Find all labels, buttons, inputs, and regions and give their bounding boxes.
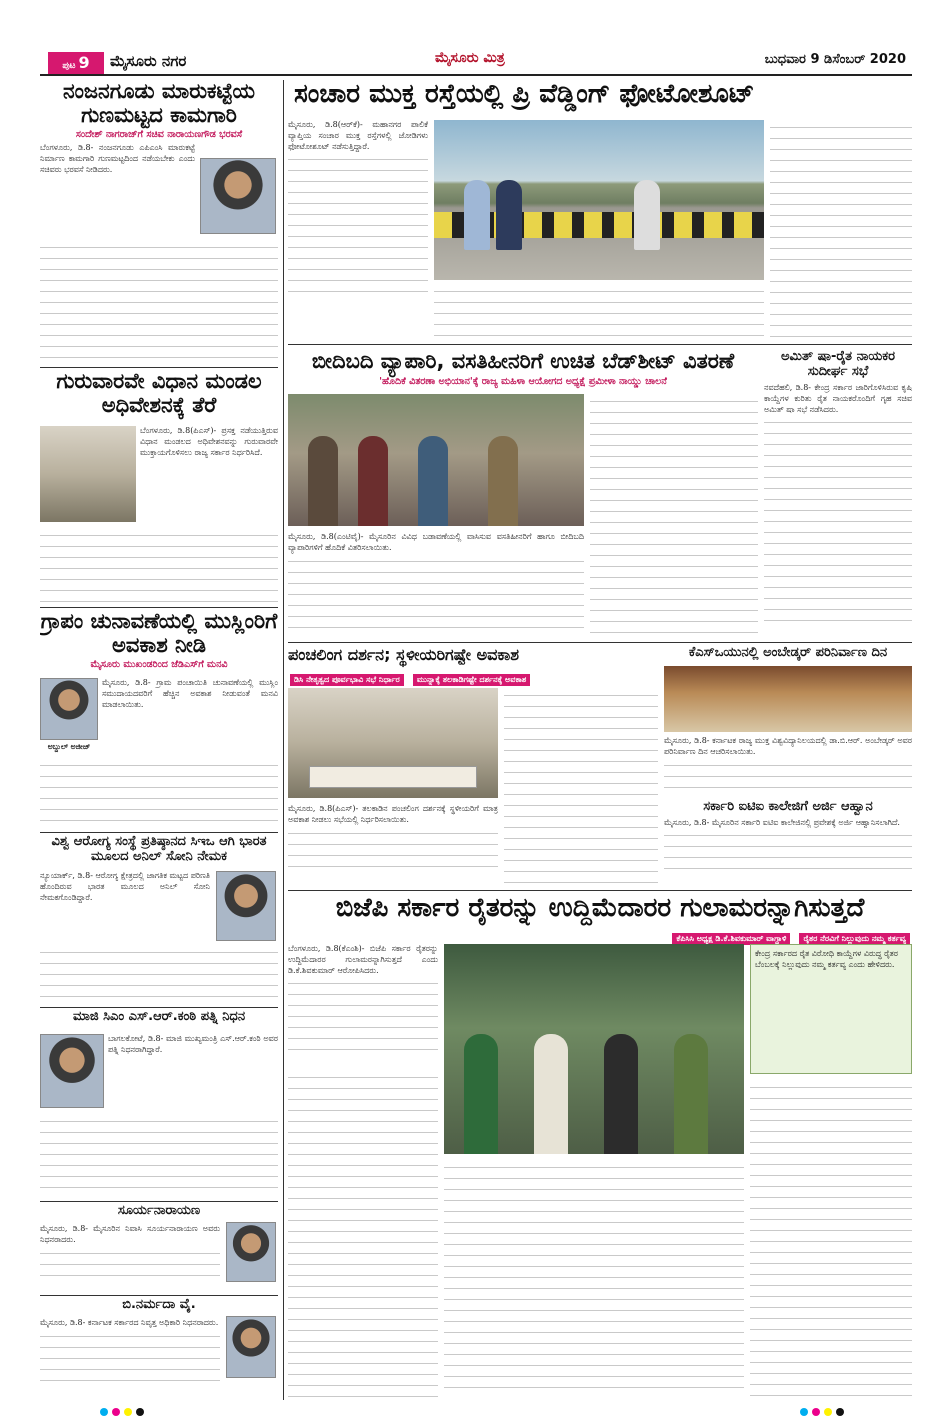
article-lead: ನವದೆಹಲಿ, ಡಿ.8- ಕೇಂದ್ರ ಸರ್ಕಾರ ಜಾರಿಗೊಳಿಸಿರುವ ಕೃಷಿ ಕಾಯ್ದೆಗಳ ಕುರಿತು ರೈತ ನಾಯಕರೊಂದಿಗೆ ಗೃಹ ಸಚಿವ ಅಮಿತ್ ಷಾ ಸಭೆ ನಡೆಸಿದರು.	[764, 383, 912, 414]
page-number: 9	[78, 53, 90, 72]
portrait-photo	[226, 1316, 276, 1378]
article-bedsheet	[288, 350, 758, 640]
article-obit-1	[40, 1204, 278, 1294]
article-text-block	[434, 284, 764, 340]
print-registration-marks	[0, 1408, 945, 1418]
page-number-badge	[48, 52, 104, 74]
person-figure	[308, 436, 338, 526]
section-divider	[40, 367, 278, 368]
cyan-mark	[100, 1408, 108, 1416]
person-figure	[534, 1034, 568, 1154]
article-body	[288, 532, 584, 638]
section-divider	[288, 890, 912, 891]
article-lead: ಬೆಂಗಳೂರು, ಡಿ.8- ನಂಜನಗೂಡು ಎಪಿಎಂಸಿ ಮಾರುಕಟ್ಟೆ ನಿರ್ಮಾಣ ಕಾಮಗಾರಿ ಗುಣಮಟ್ಟದಿಂದ ನಡೆಯಬೇಕು ಎಂದು ಸಚಿವರು ಭರವಸೆ ನೀಡಿದರು.	[40, 143, 195, 174]
article-text-block	[504, 688, 658, 884]
article-headline: ಸಂಚಾರ ಮುಕ್ತ ರಸ್ತೆಯಲ್ಲಿ ಪ್ರಿ ವೆಡ್ಡಿಂಗ್ ಫೋಟೋಶೂಟ್	[294, 80, 755, 109]
article-iti	[664, 800, 912, 888]
article-obit-cm	[40, 1010, 278, 1200]
article-headline: ಅಮಿತ್ ಷಾ-ರೈತ ನಾಯಕರ ಸುದೀರ್ಘ ಸಭೆ	[780, 350, 896, 379]
pull-quote: ಕೇಂದ್ರ ಸರ್ಕಾರದ ರೈತ ವಿರೋಧಿ ಕಾಯ್ದೆಗಳ ವಿರುದ್ಧ ರೈತರ ಬೆಂಬಲಕ್ಕೆ ನಿಲ್ಲುವುದು ನಮ್ಮ ಕರ್ತವ್ಯ ಎಂದು ಹೇಳಿದರು.	[750, 944, 912, 1074]
magenta-mark	[112, 1408, 120, 1416]
article-session	[40, 370, 278, 605]
meeting-photo	[288, 688, 498, 798]
section-divider	[40, 607, 278, 608]
section-divider	[40, 1007, 278, 1008]
article-body	[108, 1034, 278, 1056]
section-divider	[288, 344, 912, 345]
article-headline: ಗುರುವಾರವೇ ವಿಧಾನ ಮಂಡಲ ಅಧಿವೇಶನಕ್ಕೆ ತೆರೆ	[56, 370, 262, 417]
article-text-block	[590, 394, 758, 638]
article-panchalinga	[288, 646, 658, 886]
article-headline: ಪಂಚಲಿಂಗ ದರ್ಶನ; ಸ್ಥಳೀಯರಿಗಷ್ಟೇ ಅವಕಾಶ	[288, 646, 519, 664]
article-text-block	[750, 1080, 912, 1398]
article-headline: ಬಿ.ನರ್ಮದಾ ವೈ.	[122, 1298, 196, 1312]
article-lead: ಮೈಸೂರು, ಡಿ.8- ಮೈಸೂರಿನ ನಿವಾಸಿ ಸೂರ್ಯನಾರಾಯಣ ಅವರು ನಿಧನರಾದರು.	[40, 1224, 220, 1244]
person-figure	[464, 180, 490, 250]
page-header	[40, 50, 912, 76]
section-divider	[40, 1201, 278, 1202]
article-headline: ಗ್ರಾಪಂ ಚುನಾವಣೆಯಲ್ಲಿ ಮುಸ್ಲಿಂರಿಗೆ ಅವಕಾಶ ನೀಡಿ	[40, 610, 278, 657]
article-obit-2	[40, 1298, 278, 1400]
article-text-block	[40, 758, 278, 828]
article-headline: ಮಾಜಿ ಸಿಎಂ ಎಸ್.ಆರ್.ಕಂಠಿ ಪತ್ನಿ ನಿಧನ	[72, 1010, 246, 1024]
section-divider	[288, 642, 912, 643]
meeting-table	[309, 766, 477, 788]
person-figure	[674, 1034, 708, 1154]
portrait-photo	[216, 871, 276, 941]
article-tags	[288, 926, 912, 945]
article-lead: ಮೈಸೂರು, ಡಿ.8- ಗ್ರಾಮ ಪಂಚಾಯಿತಿ ಚುನಾವಣೆಯಲ್ಲಿ ಮುಸ್ಲಿಂ ಸಮುದಾಯದವರಿಗೆ ಹೆಚ್ಚಿನ ಅವಕಾಶ ನೀಡುವಂತೆ ಮನವಿ ಮಾಡಲಾಯಿತು.	[102, 678, 278, 709]
person-figure	[464, 1034, 498, 1154]
article-body	[288, 804, 498, 884]
tag-label: ರೈತರ ನೆರವಿಗೆ ನಿಲ್ಲುವುದು ನಮ್ಮ ಕರ್ತವ್ಯ	[799, 933, 910, 945]
article-body	[40, 1318, 220, 1398]
portrait-photo	[200, 158, 276, 234]
article-lead: ಮೈಸೂರು, ಡಿ.8(ಪಿಎಸ್)- ತಲಕಾಡಿನ ಪಂಚಲಿಂಗ ದರ್ಶನಕ್ಕೆ ಸ್ಥಳೀಯರಿಗೆ ಮಾತ್ರ ಅವಕಾಶ ನೀಡಲು ಸಭೆಯಲ್ಲಿ ನಿರ್ಧರಿಸಲಾಯಿತು.	[288, 804, 498, 824]
article-body	[664, 736, 912, 794]
portrait-photo	[40, 1034, 104, 1108]
article-who	[40, 835, 278, 1005]
article-lead: ಮೈಸೂರು, ಡಿ.8- ಕರ್ನಾಟಕ ಸರ್ಕಾರದ ನಿವೃತ್ತ ಅಧಿಕಾರಿ ನಿಧನರಾದರು.	[40, 1318, 219, 1327]
article-text-block	[40, 945, 278, 1003]
article-headline: ಬಿಜೆಪಿ ಸರ್ಕಾರ ರೈತರನ್ನು ಉದ್ದಿಮೆದಾರರ ಗುಲಾಮರನ್ನಾಗಿಸುತ್ತದೆ	[335, 894, 865, 923]
article-headline: ನಂಜನಗೂಡು ಮಾರುಕಟ್ಟೆಯ ಗುಣಮಟ್ಟದ ಕಾಮಗಾರಿ	[62, 80, 256, 127]
masthead: ಮೈಸೂರು ಮಿತ್ರ	[435, 50, 505, 66]
article-body	[40, 871, 210, 903]
person-figure	[634, 180, 660, 250]
article-text-block	[288, 1070, 438, 1398]
ambedkar-photo	[664, 666, 912, 732]
article-lead: ಮೈಸೂರು, ಡಿ.8- ಕರ್ನಾಟಕ ರಾಜ್ಯ ಮುಕ್ತ ವಿಶ್ವವಿದ್ಯಾನಿಲಯದಲ್ಲಿ ಡಾ.ಬಿ.ಆರ್. ಅಂಬೇಡ್ಕರ್ ಅವರ ಪರಿನಿರ್ವಾಣ ದಿನ ಆಚರಿಸಲಾಯಿತು.	[664, 736, 912, 756]
yellow-mark	[124, 1408, 132, 1416]
photoshoot-photo	[434, 120, 764, 280]
article-body	[288, 944, 438, 1064]
article-lead: ಬೆಂಗಳೂರು, ಡಿ.8(ಪಿಎಸ್)- ಪ್ರಸಕ್ತ ನಡೆಯುತ್ತಿರುವ ವಿಧಾನ ಮಂಡಲದ ಅಧಿವೇಶನವನ್ನು ಗುರುವಾರವೇ ಮುಕ್ತಾಯಗೊಳಿಸಲು ರಾಜ್ಯ ಸರ್ಕಾರ ನಿರ್ಧರಿಸಿದೆ.	[140, 426, 278, 457]
section-divider	[40, 1295, 278, 1296]
section-title: ಮೈಸೂರು ನಗರ	[110, 52, 187, 70]
yellow-mark	[824, 1408, 832, 1416]
column-divider	[283, 80, 284, 1400]
article-text-block	[770, 120, 912, 338]
person-figure	[604, 1034, 638, 1154]
portrait-photo	[226, 1222, 276, 1282]
person-figure	[488, 436, 518, 526]
article-text-block	[40, 1114, 278, 1198]
black-mark	[836, 1408, 844, 1416]
tag-label: ಕೆಪಿಸಿಸಿ ಅಧ್ಯಕ್ಷ ಡಿ.ಕೆ.ಶಿವಕುಮಾರ್ ವಾಗ್ದಾಳಿ	[672, 933, 790, 945]
article-lead: ಬೆಂಗಳೂರು, ಡಿ.8(ಕೆಎಂಶಿ)- ಬಿಜೆಪಿ ಸರ್ಕಾರ ರೈತರನ್ನು ಉದ್ದಿಮೆದಾರರ ಗುಲಾಮರನ್ನಾಗಿಸುತ್ತದೆ ಎಂದು ಡಿ.ಕೆ.ಶಿವಕುಮಾರ್ ಆರೋಪಿಸಿದರು.	[288, 944, 438, 975]
article-subhead: 'ಹೊದಿಕೆ ವಿತರಣಾ ಅಭಿಯಾನ'ಕ್ಕೆ ರಾಜ್ಯ ಮಹಿಳಾ ಆಯೋಗದ ಅಧ್ಯಕ್ಷೆ ಪ್ರಮೀಳಾ ನಾಯ್ಡು ಚಾಲನೆ	[379, 375, 667, 387]
article-body	[764, 383, 912, 625]
black-mark	[136, 1408, 144, 1416]
article-headline: ಕೆಎಸ್‌ಒಯುನಲ್ಲಿ ಅಂಬೇಡ್ಕರ್ ಪರಿನಿರ್ವಾಣ ದಿನ	[688, 646, 888, 660]
article-headline: ಸೂರ್ಯನಾರಾಯಣ	[117, 1204, 201, 1218]
article-text-block	[444, 1160, 744, 1398]
article-body	[40, 1224, 220, 1292]
article-lead: ಮೈಸೂರು, ಡಿ.8- ಮೈಸೂರಿನ ಸರ್ಕಾರಿ ಐಟಿಐ ಕಾಲೇಜಿನಲ್ಲಿ ಪ್ರವೇಶಕ್ಕೆ ಅರ್ಜಿ ಆಹ್ವಾನಿಸಲಾಗಿದೆ.	[664, 817, 900, 827]
article-farmer-meet	[764, 350, 912, 640]
article-bjp	[288, 894, 912, 1400]
article-market	[40, 80, 278, 365]
tag-label: ಮುನ್ನಾಕ್ಕೆ ತಲಕಾಡಿಗಷ್ಟೇ ದರ್ಶನಕ್ಕೆ ಅವಕಾಶ	[413, 674, 530, 686]
photo-caption: ಅಬ್ದುಲ್ ಅಜೀಜ್	[47, 742, 91, 751]
article-body	[40, 426, 278, 458]
article-subhead: ಮೈಸೂರು ಮುಖಂಡರಿಂದ ಜೆಡಿಎಸ್‌ಗೆ ಮನವಿ	[90, 659, 228, 671]
article-lead: ಮೈಸೂರು, ಡಿ.8(ಎಂಟಿವೈ)- ಮೈಸೂರಿನ ವಿವಿಧ ಬಡಾವಣೆಯಲ್ಲಿ ವಾಸಿಸುವ ವಸತಿಹೀನರಿಗೆ ಹಾಗೂ ಬೀದಿಬದಿ ವ್ಯಾಪಾರಿಗಳಿಗೆ ಹೊದಿಕೆ ವಿತರಿಸಲಾಯಿತು.	[288, 532, 584, 552]
article-lead: ಬಾಗಲಕೋಟೆ, ಡಿ.8- ಮಾಜಿ ಮುಖ್ಯಮಂತ್ರಿ ಎಸ್.ಆರ್.ಕಂಠಿ ಅವರ ಪತ್ನಿ ನಿಧನರಾಗಿದ್ದಾರೆ.	[108, 1034, 278, 1054]
person-figure	[418, 436, 448, 526]
person-figure	[496, 180, 522, 250]
distribution-photo	[288, 394, 584, 526]
article-body	[102, 678, 278, 710]
article-text-block	[40, 240, 278, 360]
article-ambedkar	[664, 646, 912, 796]
article-lead: ಮೈಸೂರು, ಡಿ.8(ಆರ್‌ಕೆ)- ಮಹಾನಗರ ಪಾಲಿಕೆ ವ್ಯಾಪ್ತಿಯ ಸಂಚಾರ ಮುಕ್ತ ರಸ್ತೆಗಳಲ್ಲಿ ಜೋಡಿಗಳು ಫೋಟೋಶೂಟ್ ನಡೆಸುತ್ತಿದ್ದಾರೆ.	[288, 120, 428, 151]
issue-date: ಬುಧವಾರ 9 ಡಿಸೆಂಬರ್ 2020	[764, 52, 906, 67]
article-subhead: ಸಂದೇಶ್ ನಾಗರಾಜ್‌ಗೆ ಸಚಿವ ನಾರಾಯಣಗೌಡ ಭರವಸೆ	[75, 129, 243, 141]
article-headline: ವಿಶ್ವ ಆರೋಗ್ಯ ಸಂಸ್ಥೆ ಪ್ರತಿಷ್ಠಾನದ ಸಿಇಒ ಆಗಿ ಭಾರತ ಮೂಲದ ಅನಿಲ್ ಸೋನಿ ನೇಮಕ	[51, 835, 267, 864]
page-label: ಪುಟ	[62, 61, 76, 71]
article-headline: ಬೀದಿಬದಿ ವ್ಯಾಪಾರಿ, ವಸತಿಹೀನರಿಗೆ ಉಚಿತ ಬೆಡ್‌ಶೀಟ್ ವಿತರಣೆ	[311, 350, 735, 373]
rally-photo	[444, 944, 744, 1154]
article-tags	[288, 667, 658, 686]
section-divider	[40, 832, 278, 833]
article-lead: ನ್ಯೂಯಾರ್ಕ್, ಡಿ.8- ಆರೋಗ್ಯ ಕ್ಷೇತ್ರದಲ್ಲಿ ಜಾಗತಿಕ ಮಟ್ಟದ ಪರಿಣತಿ ಹೊಂದಿರುವ ಭಾರತ ಮೂಲದ ಅನಿಲ್ ಸೋನಿ ನೇಮಕಗೊಂಡಿದ್ದಾರೆ.	[40, 871, 210, 902]
article-body	[288, 120, 428, 338]
cyan-mark	[800, 1408, 808, 1416]
newspaper-page	[40, 40, 912, 1400]
article-headline: ಸರ್ಕಾರಿ ಐಟಿಐ ಕಾಲೇಜಿಗೆ ಅರ್ಜಿ ಆಹ್ವಾನ	[703, 800, 873, 814]
article-text-block	[40, 528, 278, 604]
article-election	[40, 610, 278, 830]
article-body	[40, 143, 195, 175]
tag-label: ಡಿಸಿ ನೇತೃತ್ವದ ಪೂರ್ವಭಾವಿ ಸಭೆ ನಿರ್ಧಾರ	[290, 674, 404, 686]
article-body	[664, 818, 912, 873]
person-figure	[358, 436, 388, 526]
magenta-mark	[812, 1408, 820, 1416]
article-photoshoot	[288, 80, 912, 342]
portrait-photo	[40, 678, 98, 740]
